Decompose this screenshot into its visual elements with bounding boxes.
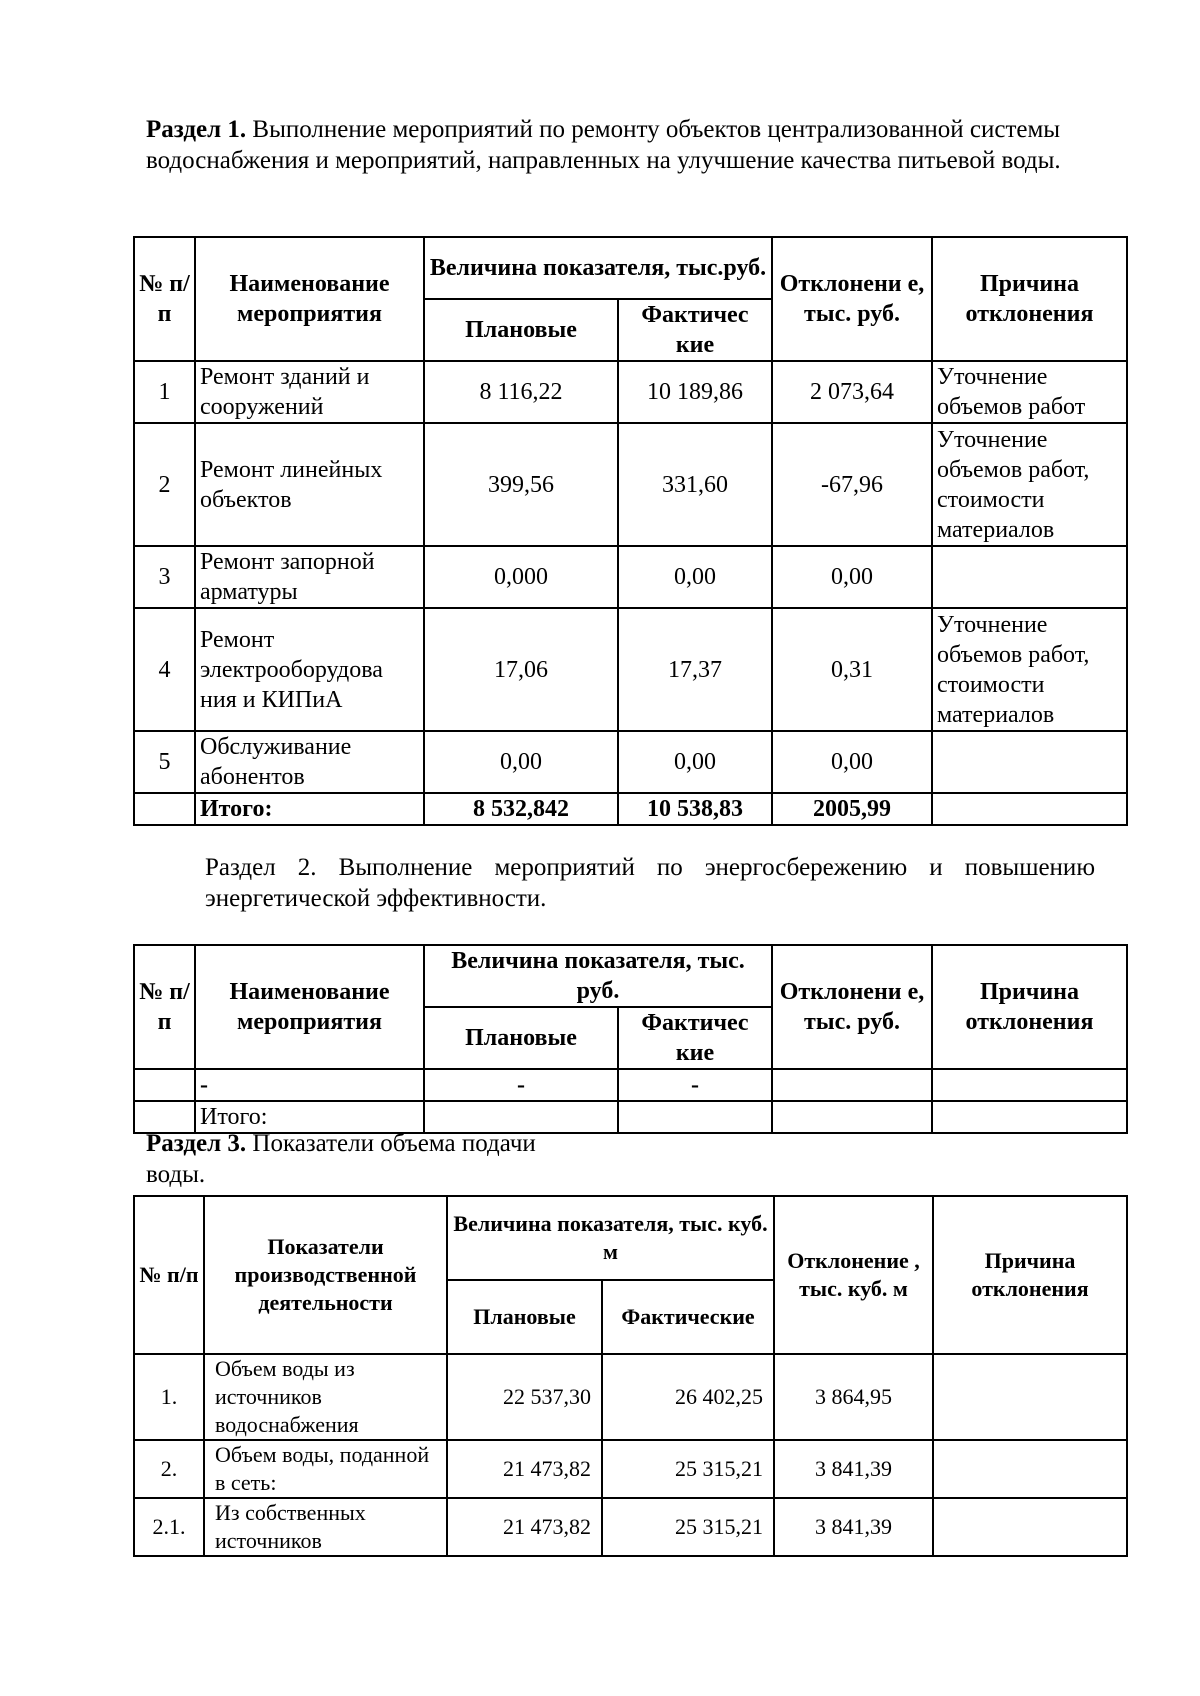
row-fact: 17,37 xyxy=(618,608,772,731)
row-fact: 0,00 xyxy=(618,731,772,793)
row-deviation: 3 841,39 xyxy=(774,1440,933,1498)
row-fact: 26 402,25 xyxy=(602,1354,774,1440)
water-supply-table xyxy=(133,1195,1128,1557)
row-num: 1 xyxy=(134,361,195,423)
col-plan-header: Плановые xyxy=(447,1280,602,1354)
row-plan: 399,56 xyxy=(424,423,618,546)
section3-text: Показатели объема подачи воды. xyxy=(146,1130,536,1188)
row-deviation-empty xyxy=(772,1069,932,1101)
section2-heading: Раздел 2. Выполнение мероприятий по энергосбережению и повышению энергетической эффективности. xyxy=(205,854,1095,912)
row-reason xyxy=(933,1354,1127,1440)
row-reason xyxy=(932,546,1127,608)
col-num-header: № п/п xyxy=(134,1196,204,1354)
row-deviation: 3 864,95 xyxy=(774,1354,933,1440)
section1-heading xyxy=(146,114,1136,176)
total-fact: 10 538,83 xyxy=(618,793,772,825)
col-fact-header: Фактичес кие xyxy=(618,1007,772,1069)
col-name-header: Наименование мероприятия xyxy=(195,945,424,1069)
section3-heading xyxy=(146,1128,586,1190)
col-name-header: Наименование мероприятия xyxy=(195,237,424,361)
row-fact: 25 315,21 xyxy=(602,1440,774,1498)
row-deviation: 2 073,64 xyxy=(772,361,932,423)
col-plan-header: Плановые xyxy=(424,1007,618,1069)
row-deviation: -67,96 xyxy=(772,423,932,546)
row-deviation: 0,31 xyxy=(772,608,932,731)
row-name: Объем воды, поданной в сеть: xyxy=(204,1440,447,1498)
row-reason: Уточнение объемов работ, стоимости материалов xyxy=(932,608,1127,731)
row-num: 5 xyxy=(134,731,195,793)
row-deviation: 0,00 xyxy=(772,546,932,608)
row-num-empty xyxy=(134,1069,195,1101)
table-row xyxy=(134,423,1127,546)
row-deviation: 3 841,39 xyxy=(774,1498,933,1556)
row-plan: 17,06 xyxy=(424,608,618,731)
row-name: Из собственных источников xyxy=(204,1498,447,1556)
total-label: Итого: xyxy=(195,793,424,825)
total-deviation: 2005,99 xyxy=(772,793,932,825)
col-deviation-header: Отклонени е, тыс. руб. xyxy=(772,237,932,361)
row-name: Ремонт линейных объектов xyxy=(195,423,424,546)
row-plan: 0,000 xyxy=(424,546,618,608)
row-plan: 21 473,82 xyxy=(447,1498,602,1556)
section1-text: Выполнение мероприятий по ремонту объектов централизованной системы водоснабжения и мероприятий, направленных на улучшение качества питьевой воды. xyxy=(146,116,1061,174)
total-reason-empty xyxy=(932,793,1127,825)
row-plan: 8 116,22 xyxy=(424,361,618,423)
col-value-header: Величина показателя, тыс. руб. xyxy=(424,945,772,1007)
row-fact: 0,00 xyxy=(618,546,772,608)
table-row xyxy=(134,546,1127,608)
table-row xyxy=(134,1498,1127,1556)
row-fact: 331,60 xyxy=(618,423,772,546)
total-fact-empty xyxy=(618,1101,772,1133)
section1-label: Раздел 1. xyxy=(146,116,247,143)
row-name: Ремонт запорной арматуры xyxy=(195,546,424,608)
row-plan: 21 473,82 xyxy=(447,1440,602,1498)
row-reason xyxy=(933,1440,1127,1498)
row-reason: Уточнение объемов работ, стоимости материалов xyxy=(932,423,1127,546)
row-name: Обслуживание абонентов xyxy=(195,731,424,793)
col-fact-header: Фактичес кие xyxy=(618,299,772,361)
total-num-empty xyxy=(134,793,195,825)
col-fact-header: Фактические xyxy=(602,1280,774,1354)
row-reason: Уточнение объемов работ xyxy=(932,361,1127,423)
row-plan: - xyxy=(424,1069,618,1101)
col-deviation-header: Отклонени е, тыс. руб. xyxy=(772,945,932,1069)
row-fact: - xyxy=(618,1069,772,1101)
total-plan: 8 532,842 xyxy=(424,793,618,825)
section3-label: Раздел 3. xyxy=(146,1130,247,1157)
row-num: 3 xyxy=(134,546,195,608)
row-plan: 0,00 xyxy=(424,731,618,793)
row-reason xyxy=(933,1498,1127,1556)
col-value-header: Величина показателя, тыс.руб. xyxy=(424,237,772,299)
row-deviation: 0,00 xyxy=(772,731,932,793)
row-name: - xyxy=(195,1069,424,1101)
table-row xyxy=(134,731,1127,793)
row-reason xyxy=(932,731,1127,793)
col-num-header: № п/п xyxy=(134,945,195,1069)
row-fact: 10 189,86 xyxy=(618,361,772,423)
col-reason-header: Причина отклонения xyxy=(932,237,1127,361)
table-row xyxy=(134,1069,1127,1101)
col-name-header: Показатели производственной деятельности xyxy=(204,1196,447,1354)
row-num: 4 xyxy=(134,608,195,731)
table-row xyxy=(134,1440,1127,1498)
col-num-header: № п/п xyxy=(134,237,195,361)
row-name: Объем воды из источников водоснабжения xyxy=(204,1354,447,1440)
repair-measures-table xyxy=(133,236,1128,826)
energy-saving-table xyxy=(133,944,1128,1134)
row-fact: 25 315,21 xyxy=(602,1498,774,1556)
total-label: Итого: xyxy=(195,1101,424,1133)
row-num: 2 xyxy=(134,423,195,546)
col-reason-header: Причина отклонения xyxy=(933,1196,1127,1354)
total-row xyxy=(134,793,1127,825)
table-row xyxy=(134,1354,1127,1440)
row-reason-empty xyxy=(932,1069,1127,1101)
table-row xyxy=(134,608,1127,731)
row-num: 2. xyxy=(134,1440,204,1498)
total-deviation-empty xyxy=(772,1101,932,1133)
col-deviation-header: Отклонение , тыс. куб. м xyxy=(774,1196,933,1354)
row-name: Ремонт электрооборудова ния и КИПиА xyxy=(195,608,424,731)
row-plan: 22 537,30 xyxy=(447,1354,602,1440)
col-reason-header: Причина отклонения xyxy=(932,945,1127,1069)
col-value-header: Величина показателя, тыс. куб. м xyxy=(447,1196,774,1280)
table-row xyxy=(134,361,1127,423)
row-name: Ремонт зданий и сооружений xyxy=(195,361,424,423)
row-num: 2.1. xyxy=(134,1498,204,1556)
row-num: 1. xyxy=(134,1354,204,1440)
total-reason-empty xyxy=(932,1101,1127,1133)
col-plan-header: Плановые xyxy=(424,299,618,361)
